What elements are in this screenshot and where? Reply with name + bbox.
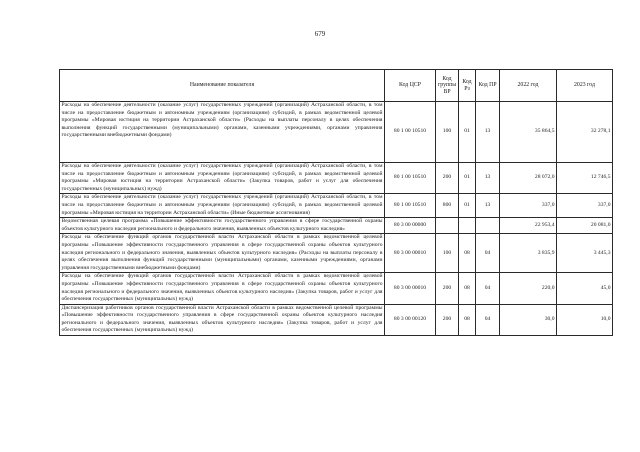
row-pr: 04	[476, 273, 500, 304]
page-number: 679	[314, 30, 326, 38]
row-rz	[459, 218, 476, 234]
row-rz: 01	[459, 163, 476, 194]
row-value-2022: 220,0	[500, 273, 557, 304]
row-name: Расходы на обеспечение деятельности (оказание услуг) государственных учреждений (организаций) Астраханской области, в том числе на предоставление бюджетным и автономным учреждениям (организациям) субсидий, в рамках ведомственной целевой программы «Мировая юстиция на территории Астраханской области» (Расходы на выплаты персоналу в целях обеспечения выполнения функций государственными (муниципальными) органами, казенными учреждениями, органами управления государственными внебюджетными фондами)	[60, 102, 385, 163]
row-value-2022: 3 835,9	[500, 234, 557, 273]
row-value-2023: 10,0	[557, 304, 613, 335]
table-header-row	[60, 70, 613, 102]
row-vr: 800	[436, 194, 459, 218]
row-value-2022: 30,0	[500, 304, 557, 335]
row-csr: 80 3 00 00010	[385, 234, 436, 273]
row-pr: 13	[476, 163, 500, 194]
row-name: Расходы на обеспечение функций органов государственной власти Астраханской области в рамках ведомственной целевой программы «Повышение эффективности государственного управления в сфере государственной охраны объектов культурного наследия регионального и федерального значения, выявленных объектов культурного наследия» (Расходы на выплаты персоналу в целях обеспечения выполнения функций государственными (муниципальными) органами, казенными учреждениями, органами управления государственными внебюджетными фондами)	[60, 234, 385, 273]
row-csr: 80 1 00 10510	[385, 163, 436, 194]
row-csr: 80 3 00 00120	[385, 304, 436, 335]
header-pr: Код ПР	[476, 70, 500, 102]
row-pr: 13	[476, 102, 500, 163]
row-rz: 08	[459, 234, 476, 273]
row-rz: 01	[459, 102, 476, 163]
row-csr: 80 1 00 10510	[385, 194, 436, 218]
row-name: Расходы на обеспечение функций органов государственной власти Астраханской области в рамках ведомственной целевой программы «Повышение эффективности государственного управления в сфере государственной охраны объектов культурного наследия регионального и федерального значения, выявленных объектов культурного наследия» (Закупка товаров, работ и услуг для обеспечения государственных (муниципальных) нужд)	[60, 273, 385, 304]
row-vr	[436, 218, 459, 234]
header-year-2023: 2023 год	[557, 70, 613, 102]
row-value-2022: 35 864,5	[500, 102, 557, 163]
header-year-2022: 2022 год	[500, 70, 557, 102]
table-row	[60, 304, 613, 335]
row-value-2023: 12 746,5	[557, 163, 613, 194]
row-csr: 80 1 00 10510	[385, 102, 436, 163]
budget-table	[59, 69, 613, 336]
table-row	[60, 102, 613, 163]
row-name: Ведомственная целевая программа «Повышение эффективности государственного управления в сфере государственной охраны объектов культурного наследия регионального и федерального значения, выявленных объектов культурного наследия»	[60, 218, 385, 234]
row-name: Диспансеризация работников органов государственной власти Астраханской области в рамках ведомственной целевой программы «Повышение эффективности государственного управления в сфере государственной охраны объектов культурного наследия регионального и федерального значения, выявленных объектов культурного наследия» (Закупка товаров, работ и услуг для обеспечения государственных (муниципальных) нужд)	[60, 304, 385, 335]
row-pr: 04	[476, 304, 500, 335]
row-rz: 01	[459, 194, 476, 218]
row-csr: 80 3 00 00010	[385, 273, 436, 304]
row-rz: 08	[459, 273, 476, 304]
row-value-2022: 22 953,4	[500, 218, 557, 234]
row-value-2022: 28 072,0	[500, 163, 557, 194]
header-csr: Код ЦСР	[385, 70, 436, 102]
row-value-2023: 45,0	[557, 273, 613, 304]
row-value-2022: 337,0	[500, 194, 557, 218]
row-value-2023: 337,0	[557, 194, 613, 218]
header-rz: Код Рз	[459, 70, 476, 102]
row-value-2023: 3 445,3	[557, 234, 613, 273]
table-row	[60, 273, 613, 304]
header-vr: Код группы ВР	[436, 70, 459, 102]
row-name: Расходы на обеспечение деятельности (оказание услуг) государственных учреждений (организаций) Астраханской области, в том числе на предоставление бюджетным и автономным учреждениям (организациям) субсидий, в рамках ведомственной целевой программы «Мировая юстиция на территории Астраханской области» (Иные бюджетные ассигнования)	[60, 194, 385, 218]
row-vr: 200	[436, 304, 459, 335]
row-vr: 100	[436, 102, 459, 163]
row-value-2023: 20 081,0	[557, 218, 613, 234]
header-name: Наименование показателя	[60, 70, 385, 102]
table-row	[60, 234, 613, 273]
row-pr	[476, 218, 500, 234]
row-vr: 200	[436, 163, 459, 194]
row-pr: 13	[476, 194, 500, 218]
row-vr: 200	[436, 273, 459, 304]
row-csr: 80 3 00 00000	[385, 218, 436, 234]
row-name: Расходы на обеспечение деятельности (оказание услуг) государственных учреждений (организаций) Астраханской области, в том числе на предоставление бюджетным и автономным учреждениям (организациям) субсидий, в рамках ведомственной целевой программы «Мировая юстиция на территории Астраханской области» (Закупка товаров, работ и услуг для обеспечения государственных (муниципальных) нужд)	[60, 163, 385, 194]
row-pr: 04	[476, 234, 500, 273]
row-rz: 08	[459, 304, 476, 335]
table-row	[60, 194, 613, 218]
table-row	[60, 163, 613, 194]
row-value-2023: 32 278,1	[557, 102, 613, 163]
table-row	[60, 218, 613, 234]
row-vr: 100	[436, 234, 459, 273]
